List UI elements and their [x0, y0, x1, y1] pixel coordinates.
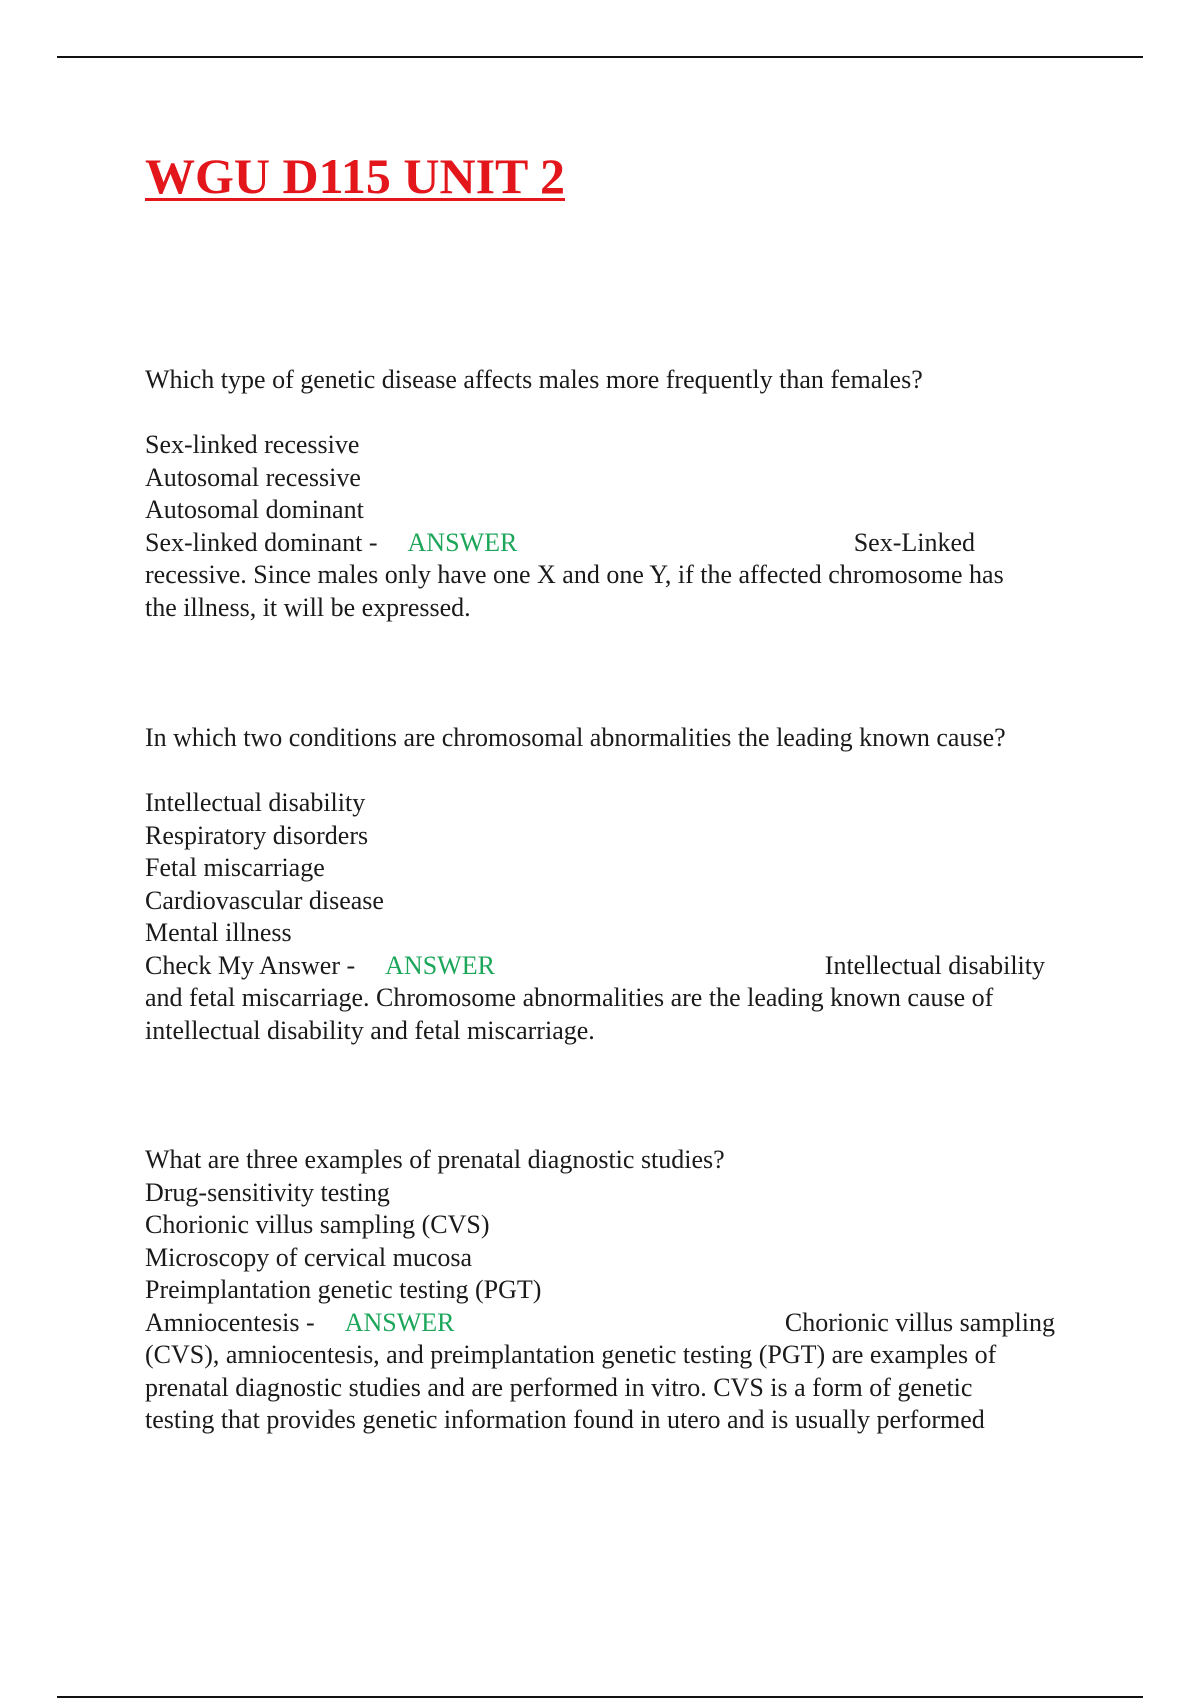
- option: Fetal miscarriage: [145, 853, 325, 882]
- option: Microscopy of cervical mucosa: [145, 1242, 473, 1272]
- option: Cardiovascular disease: [145, 885, 384, 915]
- answer-line: [145, 527, 1085, 560]
- answer-text-line: the illness, it will be expressed.: [145, 592, 471, 622]
- answer-text-start: Intellectual disability: [824, 950, 1045, 980]
- question-block-3: [145, 1144, 1085, 1437]
- option: Autosomal recessive: [145, 462, 361, 492]
- answer-text-line: prenatal diagnostic studies and are performed in vitro. CVS is a form of genetic: [145, 1372, 973, 1402]
- answer-text-line: testing that provides genetic information found in utero and is usually performed: [145, 1405, 985, 1434]
- answer-tag: ANSWER: [385, 950, 495, 980]
- question-text: In which two conditions are chromosomal abnormalities the leading known cause?: [145, 723, 1006, 752]
- answer-text-line: and fetal miscarriage. Chromosome abnormalities are the leading known cause of: [145, 983, 994, 1012]
- option: Autosomal dominant: [145, 495, 364, 524]
- footer-rule: [57, 1696, 1143, 1698]
- answer-text-line: intellectual disability and fetal miscarriage.: [145, 1015, 595, 1045]
- option: Respiratory disorders: [145, 820, 369, 850]
- answer-line: [145, 1307, 1085, 1340]
- option: Chorionic villus sampling (CVS): [145, 1210, 490, 1239]
- last-option: Amniocentesis -: [145, 1307, 315, 1337]
- question-text: Which type of genetic disease affects males more frequently than females?: [145, 365, 923, 394]
- option: Mental illness: [145, 918, 292, 947]
- option: Preimplantation genetic testing (PGT): [145, 1275, 542, 1304]
- answer-tag: ANSWER: [344, 1307, 455, 1337]
- header-rule: [57, 56, 1143, 58]
- answer-text-line: (CVS), amniocentesis, and preimplantation genetic testing (PGT) are examples of: [145, 1340, 997, 1369]
- answer-tag: ANSWER: [407, 527, 518, 557]
- question-block-1: [145, 364, 1085, 624]
- answer-text-start: Chorionic villus sampling: [784, 1307, 1055, 1337]
- last-option: Sex-linked dominant -: [145, 527, 378, 557]
- answer-text-line: recessive. Since males only have one X and one Y, if the affected chromosome has: [145, 560, 1004, 589]
- question-block-2: [145, 722, 1085, 1047]
- question-text: What are three examples of prenatal diagnostic studies?: [145, 1145, 725, 1174]
- last-option: Check My Answer -: [145, 950, 356, 980]
- option: Drug-sensitivity testing: [145, 1177, 390, 1207]
- option: Sex-linked recessive: [145, 430, 360, 459]
- document-title: WGU D115 UNIT 2: [145, 148, 565, 204]
- answer-line: [145, 950, 1085, 983]
- option: Intellectual disability: [145, 788, 366, 817]
- answer-text-start: Sex-Linked: [853, 527, 975, 557]
